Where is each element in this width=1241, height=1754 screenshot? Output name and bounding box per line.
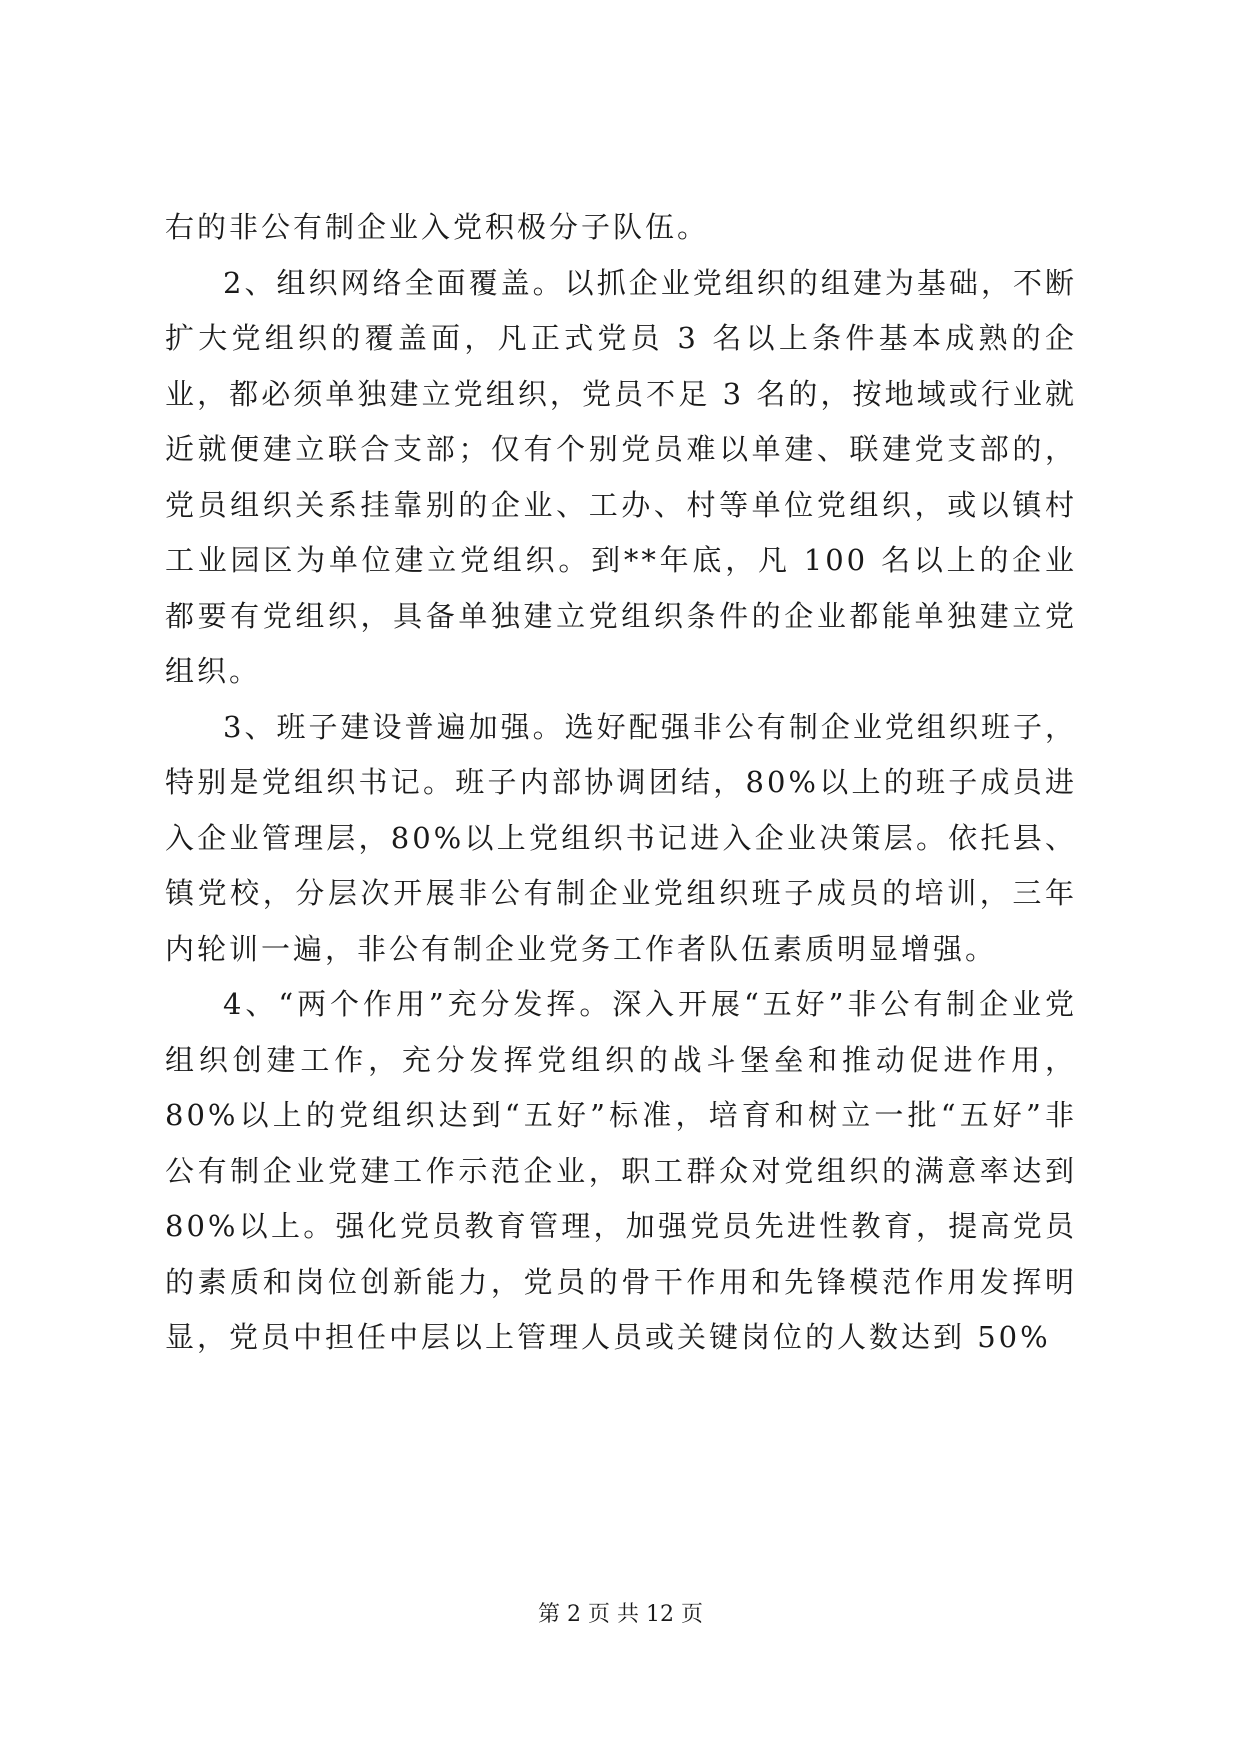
page-number-label: 第 2 页 共 12 页	[538, 1602, 703, 1627]
page-footer	[0, 1600, 1241, 1630]
paragraph-3: 3、班子建设普遍加强。选好配强非公有制企业党组织班子，特别是党组织书记。班子内部协调团结，80%以上的班子成员进入企业管理层，80%以上党组织书记进入企业决策层。依托县、镇党校，分层次开展非公有制企业党组织班子成员的培训，三年内轮训一遍，非公有制企业党务工作者队伍素质明显增强。	[165, 709, 1077, 966]
paragraph-4: 4、“两个作用”充分发挥。深入开展“五好”非公有制企业党组织创建工作，充分发挥党组织的战斗堡垒和推动促进作用，80%以上的党组织达到“五好”标准，培育和树立一批“五好”非公有制企业党建工作示范企业，职工群众对党组织的满意率达到 80%以上。强化党员教育管理，加强党员先进性教育，提高党员的素质和岗位创新能力，党员的骨干作用和先锋模范作用发挥明显，党员中担任中层以上管理人员或关键岗位的人数达到 50%	[165, 987, 1077, 1354]
paragraph-2: 2、组织网络全面覆盖。以抓企业党组织的组建为基础，不断扩大党组织的覆盖面，凡正式党员 3 名以上条件基本成熟的企业，都必须单独建立党组织，党员不足 3 名的，按地域或行业就近就便建立联合支部；仅有个别党员难以单建、联建党支部的，党员组织关系挂靠别的企业、工办、村等单位党组织，或以镇村工业园区为单位建立党组织。到**年底，凡 100 名以上的企业都要有党组织，具备单独建立党组织条件的企业都能单独建立党组织。	[165, 265, 1077, 688]
body-text	[165, 200, 1077, 1366]
paragraph-1: 右的非公有制企业入党积极分子队伍。	[165, 210, 710, 244]
